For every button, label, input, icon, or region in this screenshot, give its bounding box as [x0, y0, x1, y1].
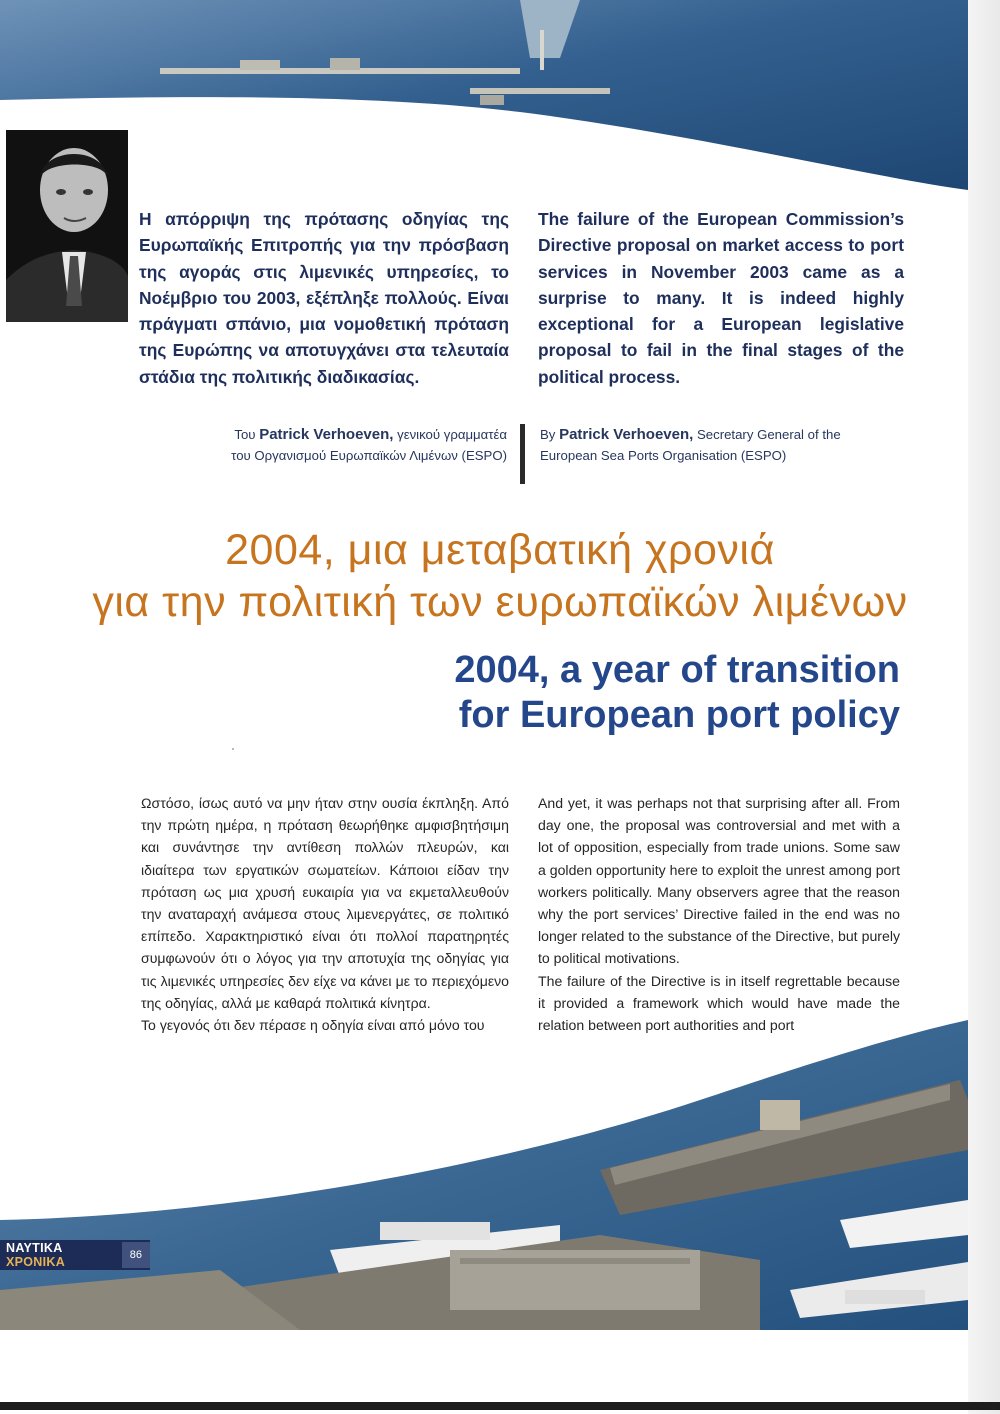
magazine-footer: [0, 1240, 150, 1270]
lead-english: The failure of the European Commission’s Directive proposal on market access to port services in November 2003 came as a surprise to many. It is indeed highly exceptional for a European legislative proposal to fail in the final stages of the political process.: [538, 209, 904, 387]
title-english: [300, 648, 900, 738]
magazine-name-part-2: ΧΡΟΝΙΚΑ: [6, 1255, 66, 1269]
byline-english-prefix: By: [540, 427, 560, 442]
bottom-scan-rule: [0, 1402, 1000, 1410]
byline-english-role-1: Secretary General of the: [693, 427, 841, 442]
byline-english: [540, 424, 900, 466]
title-english-line-2: for European port policy: [458, 694, 900, 736]
body-english-paragraph-2: The failure of the Directive is in itself regrettable because it provided a framework which would have made the relation between port authorities and port: [538, 972, 900, 1034]
scan-edge: [968, 0, 1000, 1414]
byline-greek-role-2: του Οργανισμού Ευρωπαϊκών Λιμένων (ESPO): [231, 448, 507, 463]
title-english-line-1: 2004, a year of transition: [454, 649, 900, 691]
byline-greek: [177, 424, 507, 466]
magazine-name: [0, 1241, 114, 1269]
author-name-greek: Patrick Verhoeven,: [259, 426, 394, 443]
author-portrait: [6, 130, 128, 322]
author-name-english: Patrick Verhoeven,: [559, 426, 694, 443]
byline-english-role-2: European Sea Ports Organisation (ESPO): [540, 448, 787, 463]
body-english-column: [538, 792, 900, 1036]
lead-greek: Η απόρριψη της πρότασης οδηγίας της Ευρωπαϊκής Επιτροπής για την πρόσβαση της αγοράς στις λιμενικές υπηρεσίες, το Νοέμβριο του 2003, εξέπληξε πολλούς. Είναι πράγματι σπάνιο, μια νομοθετική πρόταση της Ευρώπης να αποτυγχάνει στα τελευταία στάδια της πολιτικής διαδικασίας.: [139, 209, 509, 387]
body-greek-paragraph-1: Ωστόσο, ίσως αυτό να μην ήταν στην ουσία έκπληξη. Από την πρώτη ημέρα, η πρόταση θεωρήθηκε αμφισβητήσιμη και συνάντησε την αντίθεση πολλών πλευρών, και ιδιαίτερα των εργατικών σωματείων. Κάποιοι είδαν την πρόταση ως μια χρυσή ευκαιρία για να εκμεταλλευθούν την αναταραχή ανάμεσα στους λιμενεργάτες, σε πολιτικό επίπεδο. Χαρακτηριστικό είναι ότι πολλοί παρατηρητές συμφωνούν ότι ο λόγος για την αποτυχία της οδηγίας για τις λιμενικές υπηρεσίες δεν είχε να κάνει με το περιεχόμενο της οδηγίας, αλλά με καθαρά πολιτικά κίνητρα.: [141, 795, 509, 1011]
body-greek-paragraph-2: Το γεγονός ότι δεν πέρασε η οδηγία είναι από μόνο του: [141, 1017, 485, 1034]
byline-greek-prefix: Του: [234, 427, 260, 442]
title-greek-line-2: για την πολιτική των ευρωπαϊκών λιμένων: [92, 578, 908, 626]
title-greek: [0, 524, 1000, 628]
speck: [232, 748, 234, 750]
byline-divider: [520, 424, 525, 484]
title-greek-line-1: 2004, μια μεταβατική χρονιά: [225, 526, 775, 574]
page-number: 86: [122, 1242, 150, 1268]
magazine-name-part-1: ΝΑΥΤΙΚΑ: [6, 1241, 63, 1255]
body-greek-column: [141, 792, 509, 1036]
body-english-paragraph-1: And yet, it was perhaps not that surprising after all. From day one, the proposal was controversial and met with a lot of opposition, especially from trade unions. Some saw a golden opportunity here to exploit the unrest among port workers politically. Many observers agree that the reason why the port services’ Directive failed in the end was no longer related to the substance of the Directive, but purely to political motivations.: [538, 795, 900, 967]
byline-greek-role-1: γενικού γραμματέα: [393, 427, 507, 442]
